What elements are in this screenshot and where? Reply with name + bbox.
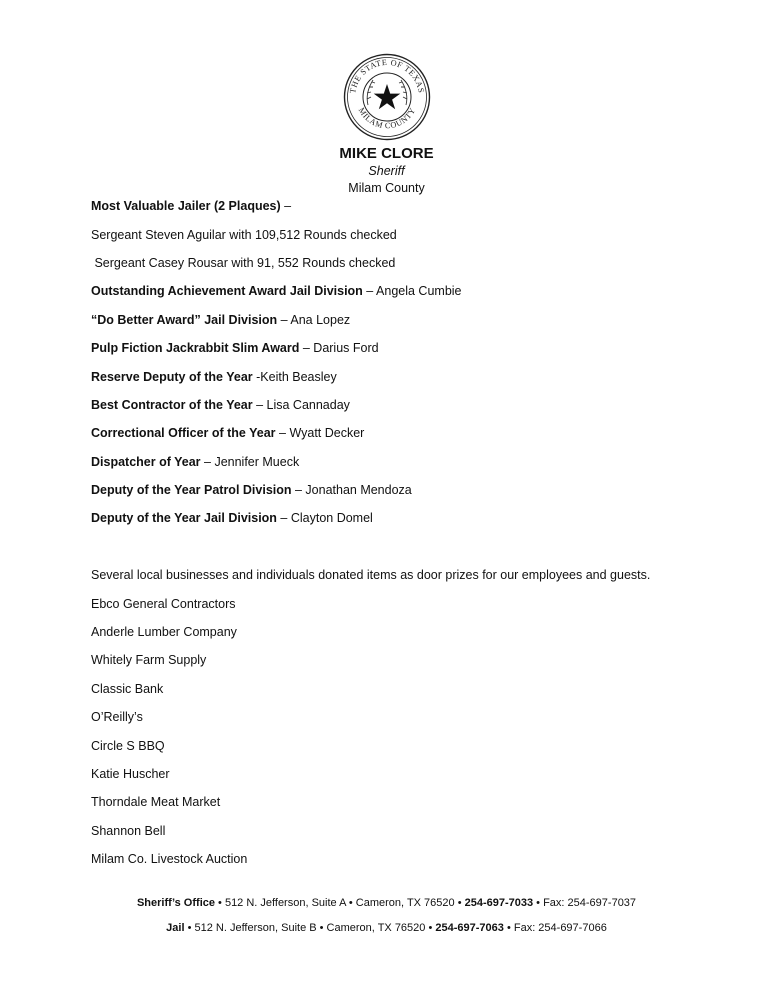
award-line: Reserve Deputy of the Year -Keith Beasley [91,370,337,384]
svg-text:MILAM COUNTY: MILAM COUNTY [356,106,418,131]
award-line: Outstanding Achievement Award Jail Division – Angela Cumbie [91,284,462,298]
award-line: Deputy of the Year Jail Division – Clayton Domel [91,511,373,525]
donor-item: Ebco General Contractors [91,597,236,611]
sheriff-title: Sheriff [368,164,405,178]
donor-item: Whitely Farm Supply [91,653,207,667]
award-line: Dispatcher of Year – Jennifer Mueck [91,455,300,469]
award-line: Sergeant Steven Aguilar with 109,512 Rounds checked [91,228,397,242]
donor-item: Thorndale Meat Market [91,795,221,809]
county-name: Milam County [348,181,425,195]
donor-item: Shannon Bell [91,824,166,838]
award-line: Pulp Fiction Jackrabbit Slim Award – Darius Ford [91,341,379,355]
footer-jail: Jail • 512 N. Jefferson, Suite B • Cameron, TX 76520 • 254-697-7063 • Fax: 254-697-7066 [166,922,607,934]
award-line: Correctional Officer of the Year – Wyatt Decker [91,426,365,440]
footer-office: Sheriff’s Office • 512 N. Jefferson, Suite A • Cameron, TX 76520 • 254-697-7033 • Fax: 254-697-7037 [136,897,637,909]
donor-item: Milam Co. Livestock Auction [91,852,248,866]
donors-intro: Several local businesses and individuals donated items as door prizes for our employees and guests. [91,568,651,582]
award-line: Most Valuable Jailer (2 Plaques) – [91,199,292,213]
svg-text:THE STATE OF TEXAS: THE STATE OF TEXAS [348,57,426,94]
sheriff-name: MIKE CLORE [339,145,434,162]
award-line: “Do Better Award” Jail Division – Ana Lopez [91,313,351,327]
award-line: Deputy of the Year Patrol Division – Jonathan Mendoza [91,483,412,497]
donor-item: O’Reilly’s [91,710,143,724]
donor-item: Circle S BBQ [91,739,165,753]
donor-item: Anderle Lumber Company [91,625,237,639]
donor-item: Katie Huscher [91,767,170,781]
award-line: Best Contractor of the Year – Lisa Cannaday [91,398,350,412]
donor-item: Classic Bank [91,682,164,696]
county-seal [343,53,431,141]
star-icon [374,84,401,109]
award-line: Sergeant Casey Rousar with 91, 552 Rounds checked [91,256,396,270]
